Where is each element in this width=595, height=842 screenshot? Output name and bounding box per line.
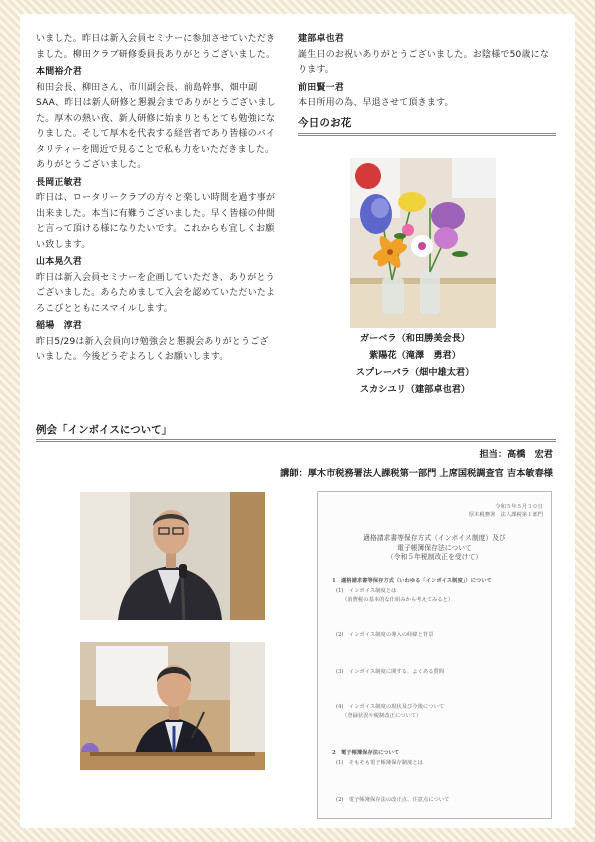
document-office-line: 厚木税務署 法人課税第１部門	[468, 511, 543, 518]
flower-caption: スカシユリ（建部卓也君）	[359, 384, 471, 395]
flower-section-title: 今日のお花	[298, 116, 556, 137]
document-item: （消費税の基本的な仕組みから考えてみると）	[342, 597, 454, 603]
right-column	[298, 32, 556, 136]
entry-name: 山本晃久君	[36, 257, 83, 267]
entry-name: 本間裕介君	[36, 67, 83, 77]
entry-text: 昨日は、ロータリークラブの方々と楽しい時間を過す事が出来ました。本当に有難うございました。早く皆様の仲間と言って頂ける様になりたいです。これからも宜しくお願い致します。	[36, 193, 276, 250]
flower-caption: スプレーバラ（畑中雄太君）	[355, 367, 475, 378]
flower-caption: 紫陽花（滝澤 勇君）	[369, 350, 461, 361]
reikai-title: 例会「インボイスについて」	[36, 422, 556, 442]
entry-text: 誕生日のお祝いありがとうございました。お陰様で50歳になります。	[298, 49, 550, 75]
document-title	[338, 534, 531, 563]
document-title-line: 適格請求書等保存方式（インボイス制度）及び	[363, 534, 506, 542]
left-column	[36, 32, 276, 366]
entry-text: 和田会長、柳田さん、市川副会長、前島幹事、畑中副SAA、昨日は新人研修と懇親会までありがとうございました。厚木の熱い夜、新人研修に始まりともとても勉強になりました。そして厚木を代表する経営者であり皆様のバイタリティーを間近で見ることで私も力をいただきました。ありがとうございました。	[36, 82, 276, 170]
document-item: (2) インボイス制度の導入の経緯と背景	[336, 632, 434, 638]
tanto-line: 担当：高橋 宏君	[479, 449, 553, 460]
flower-caption: ガーベラ（和田勝美会長）	[359, 333, 471, 344]
document-item: (3) インボイス制度に関する、よくある質問	[336, 669, 445, 675]
lecture-document	[317, 491, 552, 819]
document-item: (1) インボイス制度とは	[336, 588, 397, 594]
entry-name: 長岡正敏君	[36, 177, 83, 188]
entry-name: 前田賢一君	[298, 82, 345, 93]
document-item: (4) インボイス制度の現状及び今後について	[336, 704, 444, 710]
flower-photo	[350, 158, 496, 328]
speaker-photo	[80, 492, 265, 620]
speaker-photo	[80, 642, 265, 770]
document-item: （登録状況や税制改正について）	[342, 713, 422, 719]
entry-text: 本日所用の為、早退させて頂きます。	[298, 98, 454, 108]
document-date	[469, 504, 543, 519]
document-date-line: 令和５年５月３０日	[495, 504, 543, 510]
content-area	[20, 14, 575, 828]
intro-text: いました。昨日は新入会員セミナーに参加させていただきました。柳田クラブ研修委員長ありがとうございました。	[36, 34, 276, 60]
document-item: (2) 電子帳簿保存法の改正点、注意点について	[336, 797, 450, 803]
document-item: (1) そもそも電子帳簿保存制度とは	[336, 760, 423, 766]
document-item: 2 電子帳簿保存法について	[332, 750, 400, 756]
entry-text: 昨日は新入会員セミナーを企画していただき、ありがとうございました。あらためまして入会を認めていただいたよろこびとともにスマイルします。	[36, 272, 276, 314]
document-title-line: 電子帳簿保存法について	[397, 543, 472, 552]
document-item: 1 適格請求書等保存方式（いわゆる「インボイス制度」）について	[332, 578, 492, 584]
document-title-line: （令和５年税制改正を受けて）	[386, 553, 483, 561]
flower-captions	[320, 330, 510, 398]
entry-name: 建部卓也君	[298, 34, 345, 44]
entry-name: 稲場 淳君	[36, 321, 83, 331]
entry-text: 昨日5/29は新入会員向け勉強会と懇親会ありがとうございました。今後どうぞよろしくお願いします。	[36, 336, 269, 362]
koshi-line: 講師：厚木市税務署法人課税第一部門 上席国税調査官 吉本敏春様	[280, 468, 553, 479]
